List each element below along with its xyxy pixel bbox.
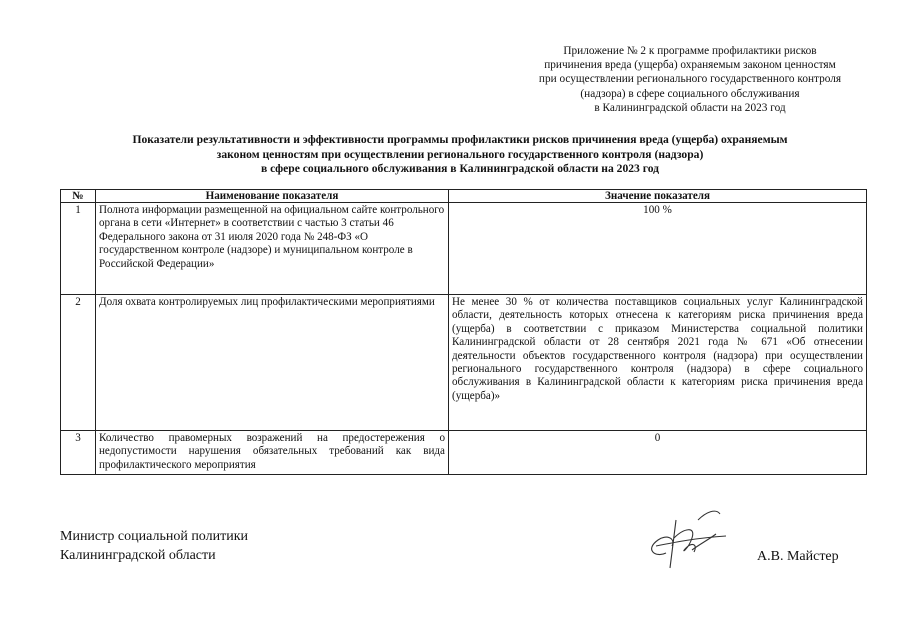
row-number: 3 — [61, 431, 96, 475]
title-line: Показатели результативности и эффективности программы профилактики рисков причинения вреда (ущерба) охраняемым — [132, 133, 788, 146]
appendix-line: при осуществлении регионального государственного контроля — [538, 73, 842, 86]
row-indicator-value: 0 — [449, 431, 867, 475]
row-indicator-name: Количество правомерных возражений на предостережения о недопустимости нарушения обязательных требований как вида профилактического мероприятия — [96, 431, 449, 475]
row-indicator-name: Полнота информации размещенной на официальном сайте контрольного органа в сети «Интернет» в соответствии с частью 3 статьи 46 Федерального закона от 31 июля 2020 года № 248-ФЗ «О государственном контроле (надзоре) и муниципальном контроле в Российской Федерации» — [96, 203, 449, 295]
row-indicator-value: Не менее 30 % от количества поставщиков социальных услуг Калининградской области, деятельность которых отнесена к категориям риска причинения вреда (ущерба) в соответствии с приказом Министерства социальной политики Калининградской области от 28 сентября 2021 года № 671 «Об отнесении деятельности объектов государственного контроля (надзора) при осуществлении регионального государственного контроля (надзора) в сфере социального обслуживания в Калининградской области к категориям риска причинения вреда (ущерба)» — [449, 295, 867, 431]
appendix-line: причинения вреда (ущерба) охраняемым законом ценностям — [544, 59, 836, 72]
handwritten-signature — [636, 498, 736, 578]
table-row — [61, 203, 867, 295]
indicators-table — [60, 189, 867, 475]
row-indicator-name: Доля охвата контролируемых лиц профилактическими мероприятиями — [96, 295, 449, 431]
header-indicator-name: Наименование показателя — [96, 190, 449, 203]
signatory-position — [60, 527, 248, 565]
table-row — [61, 295, 867, 431]
title-line: в сфере социального обслуживания в Калининградской области на 2023 год — [260, 162, 660, 175]
signatory-position-line: Калининградской области — [60, 548, 216, 563]
appendix-line: в Калининградской области на 2023 год — [594, 101, 786, 114]
title-line: законом ценностям при осуществлении регионального государственного контроля (надзора) — [216, 147, 704, 161]
row-number: 2 — [61, 295, 96, 431]
signatory-name: А.В. Майстер — [757, 549, 839, 564]
header-indicator-value: Значение показателя — [449, 190, 867, 203]
row-indicator-value: 100 % — [449, 203, 867, 295]
table-header-row — [61, 190, 867, 203]
appendix-line: Приложение № 2 к программе профилактики рисков — [563, 45, 817, 57]
header-number: № — [61, 190, 96, 203]
appendix-note — [495, 44, 885, 115]
document-title — [60, 133, 860, 177]
appendix-line: (надзора) в сфере социального обслуживания — [580, 87, 800, 100]
row-number: 1 — [61, 203, 96, 295]
table-row — [61, 431, 867, 475]
signatory-position-line: Министр социальной политики — [60, 529, 249, 544]
